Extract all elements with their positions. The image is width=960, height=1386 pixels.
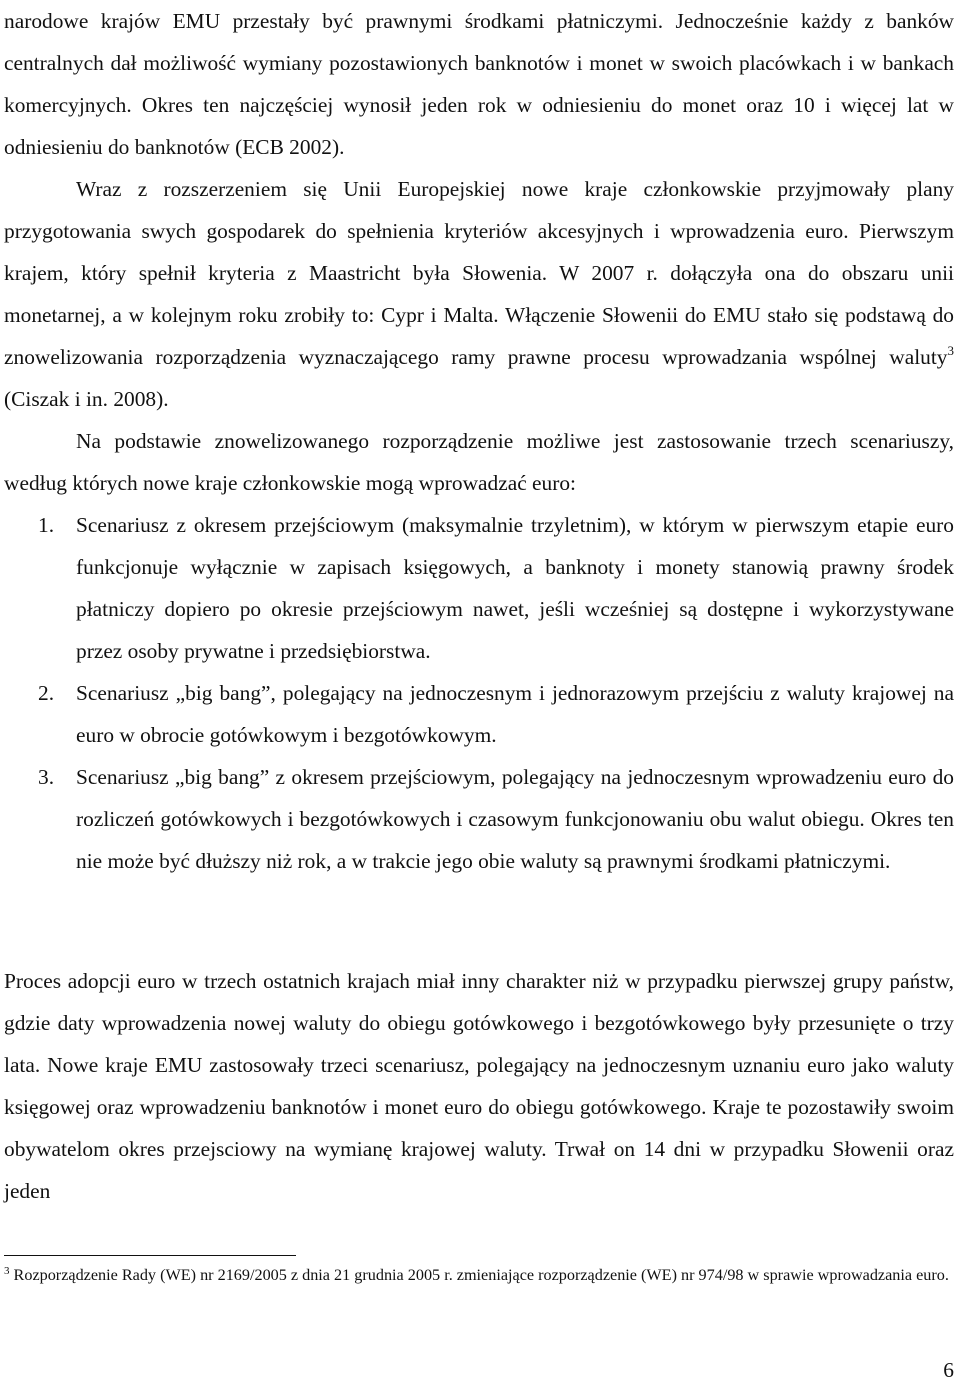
paragraph-euro-adoption: Proces adopcji euro w trzech ostatnich krajach miał inny charakter niż w przypadku pierwszej grupy państw, gdzie daty wprowadzenia nowej waluty do obiegu gotówkowego i bezgotówkowego były przesunięte o trzy lata. Nowe kraje EMU zastosowały trzeci scenariusz, polegający na jednoczesnym uznaniu euro jako waluty księgowej oraz wprowadzeniu banknotów i monet euro do obiegu gotówkowego. Kraje te pozostawiły swoim obywatelom okres przejsciowy na wymianę krajowej waluty. Trwał on 14 dni w przypadku Słowenii oraz jeden bbox=[4, 969, 954, 1203]
paragraph-eu-enlargement bbox=[4, 168, 954, 420]
scenario-item-3 bbox=[4, 756, 954, 882]
scenario-text: Scenariusz „big bang” z okresem przejściowym, polegający na jednoczesnym wprowadzeniu euro do rozliczeń gotówkowych i bezgotówkowych i czasowym funkcjonowaniu obu walut obiegu. Okres ten nie może być dłuższy niż rok, a w trakcie jego obie waluty są prawnymi środkami płatniczymi. bbox=[76, 765, 954, 873]
scenario-text: Scenariusz „big bang”, polegający na jednoczesnym i jednorazowym przejściu z waluty krajowej na euro w obrocie gotówkowym i bezgotówkowym. bbox=[76, 681, 954, 747]
scenario-number: 3. bbox=[38, 765, 55, 789]
paragraph-eu-enlargement-text: Wraz z rozszerzeniem się Unii Europejskiej nowe kraje członkowskie przyjmowały plany przygotowania swych gospodarek do spełnienia kryteriów akcesyjnych i wprowadzenia euro. Pierwszym krajem, który spełnił kryteria z Maastricht była Słowenia. W 2007 r. dołączyła ona do obszaru unii monetarnej, a w kolejnym roku zrobiły to: Cypr i Malta. Włączenie Słowenii do EMU stało się podstawą do znowelizowania rozporządzenia wyznaczającego ramy prawne procesu wprowadzania wspólnej waluty bbox=[4, 177, 954, 369]
scenario-item-2 bbox=[4, 672, 954, 756]
paragraph-eu-enlargement-citation: (Ciszak i in. 2008). bbox=[4, 387, 169, 411]
footnote-reference: 3 bbox=[947, 343, 954, 358]
footnote-marker: 3 bbox=[4, 1265, 10, 1277]
scenario-list bbox=[4, 504, 954, 882]
page-number: 6 bbox=[943, 1358, 954, 1382]
scenario-number: 1. bbox=[38, 513, 55, 537]
paragraph-ecb-exchange: narodowe krajów EMU przestały być prawnymi środkami płatniczymi. Jednocześnie każdy z banków centralnych dał możliwość wymiany pozostawionych banknotów i monet w swoich placówkach i w bankach komercyjnych. Okres ten najczęściej wynosił jeden rok w odniesieniu do monet oraz 10 i więcej lat w odniesieniu do banknotów (ECB 2002). bbox=[4, 9, 954, 159]
footnote-separator bbox=[4, 1255, 296, 1256]
scenario-item-1 bbox=[4, 504, 954, 672]
paragraph-scenarios-intro: Na podstawie znowelizowanego rozporządzenie możliwe jest zastosowanie trzech scenariuszy, według których nowe kraje członkowskie mogą wprowadzać euro: bbox=[4, 429, 954, 495]
footnote-text: Rozporządzenie Rady (WE) nr 2169/2005 z dnia 21 grudnia 2005 r. zmieniające rozporządzenie (WE) nr 974/98 w sprawie wprowadzania euro. bbox=[9, 1266, 949, 1284]
scenario-text: Scenariusz z okresem przejściowym (maksymalnie trzyletnim), w którym w pierwszym etapie euro funkcjonuje wyłącznie w zapisach księgowych, a banknoty i monety stanowią prawny środek płatniczy dopiero po okresie przejściowym nawet, jeśli wcześniej są dostępne i wykorzystywane przez osoby prywatne i przedsiębiorstwa. bbox=[76, 513, 954, 663]
footnote bbox=[4, 1264, 954, 1286]
scenario-number: 2. bbox=[38, 681, 55, 705]
